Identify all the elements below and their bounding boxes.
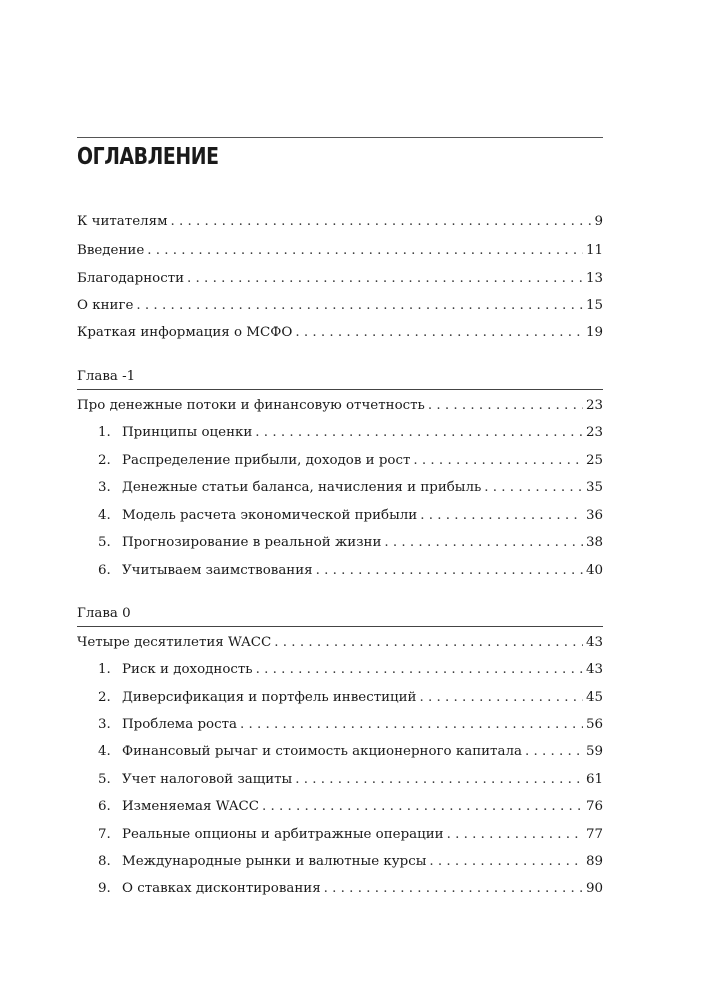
section-label: Учитываем заимствования <box>122 563 313 578</box>
section-entry[interactable] <box>98 825 603 845</box>
section-label: Изменяемая WACC <box>122 799 259 814</box>
toc-entry-page: 61 <box>585 772 603 787</box>
section-number: 2. <box>98 453 111 468</box>
dot-leader <box>255 423 583 443</box>
chapter-divider <box>77 389 603 390</box>
toc-entry-page: 43 <box>585 635 603 650</box>
section-number: 6. <box>98 563 111 578</box>
toc-entry-page: 19 <box>585 325 603 340</box>
section-entry[interactable] <box>98 660 603 680</box>
toc-entry-page: 38 <box>585 535 603 550</box>
section-entry[interactable] <box>98 423 603 443</box>
section-number: 5. <box>98 535 111 550</box>
dot-leader <box>295 770 583 790</box>
dot-leader <box>384 533 583 553</box>
section-entry[interactable] <box>98 879 603 899</box>
dot-leader <box>525 742 583 762</box>
toc-entry-page: 77 <box>585 827 603 842</box>
toc-entry-label: Краткая информация о МСФО <box>77 325 293 340</box>
dot-leader <box>240 715 583 735</box>
dot-leader <box>274 633 583 653</box>
page-title: ОГЛАВЛЕНИЕ <box>77 144 219 170</box>
dot-leader <box>484 478 583 498</box>
chapter-title: Про денежные потоки и финансовую отчетность <box>77 398 425 413</box>
toc-entry-page: 13 <box>585 271 603 286</box>
section-label: Реальные опционы и арбитражные операции <box>122 827 444 842</box>
toc-entry[interactable] <box>77 212 603 232</box>
toc-entry[interactable] <box>77 323 603 343</box>
section-label: Учет налоговой защиты <box>122 772 293 787</box>
dot-leader <box>171 212 592 232</box>
dot-leader <box>262 797 583 817</box>
section-entry[interactable] <box>98 688 603 708</box>
section-number: 1. <box>98 425 111 440</box>
section-label: Проблема роста <box>122 717 237 732</box>
toc-entry-page: 15 <box>585 298 603 313</box>
dot-leader <box>324 879 583 899</box>
chapter-divider <box>77 626 603 627</box>
section-number: 4. <box>98 508 111 523</box>
toc-entry-page: 43 <box>585 662 603 677</box>
toc-entry-page: 89 <box>585 854 603 869</box>
section-label: Риск и доходность <box>122 662 253 677</box>
section-number: 8. <box>98 854 111 869</box>
section-label: Прогнозирование в реальной жизни <box>122 535 382 550</box>
dot-leader <box>295 323 583 343</box>
dot-leader <box>187 269 583 289</box>
section-entry[interactable] <box>98 715 603 735</box>
dot-leader <box>136 296 583 316</box>
chapter-heading: Глава -1 <box>77 369 136 384</box>
chapter-title: Четыре десятилетия WACC <box>77 635 272 650</box>
section-label: Распределение прибыли, доходов и рост <box>122 453 411 468</box>
section-label: Диверсификация и портфель инвестиций <box>122 690 417 705</box>
section-entry[interactable] <box>98 533 603 553</box>
toc-entry-page: 23 <box>585 398 603 413</box>
section-number: 2. <box>98 690 111 705</box>
section-label: Принципы оценки <box>122 425 253 440</box>
toc-entry-page: 56 <box>585 717 603 732</box>
section-entry[interactable] <box>98 852 603 872</box>
toc-entry-page: 45 <box>585 690 603 705</box>
section-label: О ставках дисконтирования <box>122 881 321 896</box>
section-entry[interactable] <box>98 478 603 498</box>
toc-entry-page: 35 <box>585 480 603 495</box>
dot-leader <box>316 561 583 581</box>
section-entry[interactable] <box>98 797 603 817</box>
section-label: Международные рынки и валютные курсы <box>122 854 427 869</box>
toc-entry-label: Благодарности <box>77 271 185 286</box>
toc-entry-label: О книге <box>77 298 134 313</box>
toc-entry-label: К читателям <box>77 214 168 229</box>
dot-leader <box>429 852 583 872</box>
section-number: 9. <box>98 881 111 896</box>
section-label: Финансовый рычаг и стоимость акционерного капитала <box>122 744 522 759</box>
toc-entry-label: Введение <box>77 243 145 258</box>
dot-leader <box>420 506 583 526</box>
toc-entry[interactable] <box>77 241 603 261</box>
dot-leader <box>428 396 583 416</box>
section-number: 4. <box>98 744 111 759</box>
section-entry[interactable] <box>98 742 603 762</box>
toc-entry-page: 11 <box>585 243 603 258</box>
toc-entry-page: 36 <box>585 508 603 523</box>
chapter-heading: Глава 0 <box>77 606 131 621</box>
toc-entry[interactable] <box>77 269 603 289</box>
section-label: Модель расчета экономической прибыли <box>122 508 418 523</box>
section-number: 5. <box>98 772 111 787</box>
section-entry[interactable] <box>98 770 603 790</box>
toc-entry[interactable] <box>77 296 603 316</box>
section-number: 3. <box>98 717 111 732</box>
section-number: 3. <box>98 480 111 495</box>
toc-entry-page: 90 <box>585 881 603 896</box>
toc-entry-page: 25 <box>585 453 603 468</box>
section-number: 7. <box>98 827 111 842</box>
section-label: Денежные статьи баланса, начисления и прибыль <box>122 480 482 495</box>
dot-leader <box>147 241 583 261</box>
section-entry[interactable] <box>98 451 603 471</box>
toc-entry-page: 23 <box>585 425 603 440</box>
dot-leader <box>419 688 582 708</box>
top-divider <box>77 137 603 138</box>
section-number: 1. <box>98 662 111 677</box>
toc-entry-page: 76 <box>585 799 603 814</box>
section-entry[interactable] <box>98 506 603 526</box>
chapter-title-entry[interactable] <box>77 633 603 653</box>
chapter-title-entry[interactable] <box>77 396 603 416</box>
section-number: 6. <box>98 799 111 814</box>
dot-leader <box>413 451 583 471</box>
section-entry[interactable] <box>98 561 603 581</box>
toc-entry-page: 9 <box>594 214 603 229</box>
dot-leader <box>256 660 583 680</box>
dot-leader <box>447 825 583 845</box>
toc-entry-page: 59 <box>585 744 603 759</box>
toc-entry-page: 40 <box>585 563 603 578</box>
